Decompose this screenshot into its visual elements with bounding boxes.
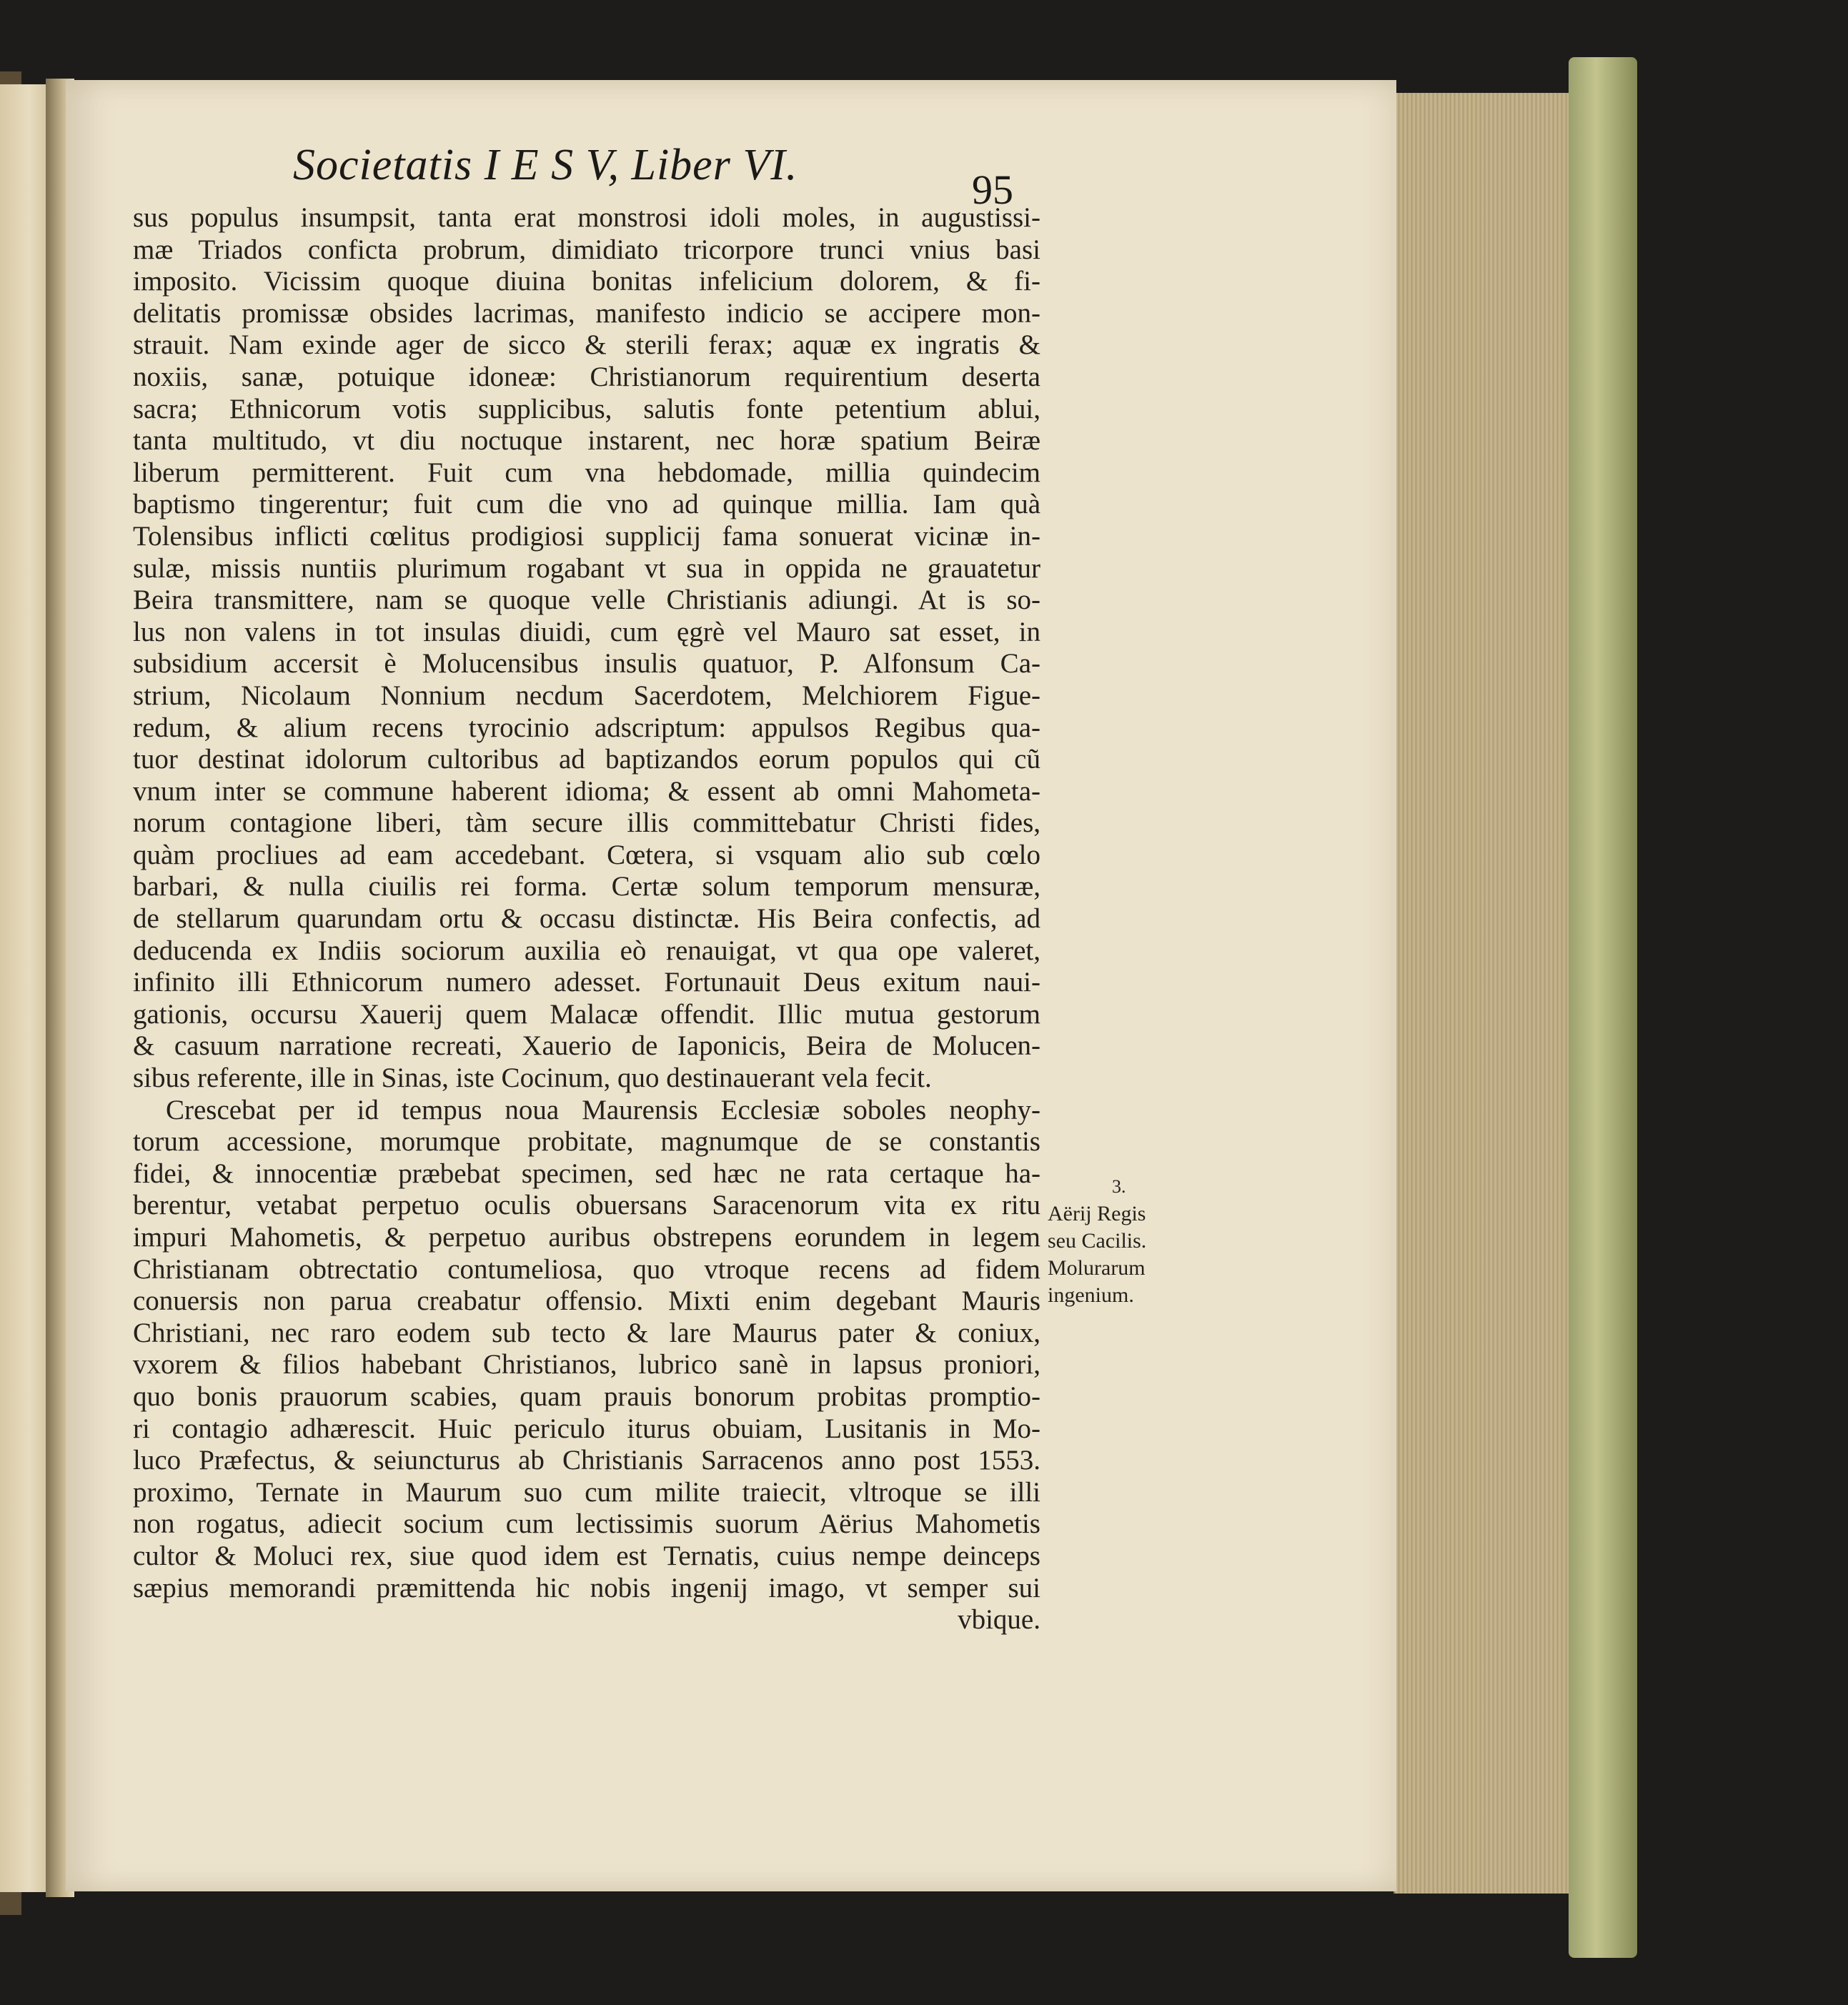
margin-note-line: Molurarum: [1048, 1256, 1146, 1280]
page-number: 95: [972, 166, 1013, 213]
text-line: Christianam obtrectatio contumeliosa, quo vtroque recens ad fidem: [133, 1253, 1040, 1285]
text-line: baptismo tingerentur; fuit cum die vno ad quinque millia. Iam quà: [133, 489, 1040, 520]
text-line: sulæ, missis nuntiis plurimum rogabant vt sua in oppida ne grauatetur: [133, 552, 1040, 584]
text-line: sibus referente, ille in Sinas, iste Cocinum, quo destinauerant vela fecit.: [133, 1063, 932, 1094]
text-line: norum contagione liberi, tàm secure illis committebatur Christi fides,: [133, 807, 1040, 839]
text-line: quàm procliues ad eam accedebant. Cœtera, si vsquam alio sub cœlo: [133, 839, 1040, 870]
text-line: tuor destinat idolorum cultoribus ad baptizandos eorum populos qui cũ: [133, 744, 1040, 775]
text-line: deducenda ex Indiis sociorum auxilia eò renauigat, vt qua ope valeret,: [133, 935, 1040, 966]
text-line: ri contagio adhærescit. Huic periculo iturus obuiam, Lusitanis in Mo-: [133, 1413, 1040, 1444]
catchword: vbique.: [958, 1604, 1040, 1636]
text-line: mæ Triados conficta probrum, dimidiato tricorpore trunci vnius basi: [133, 234, 1040, 265]
text-line: & casuum narratione recreati, Xauerio de Iaponicis, Beira de Molucen-: [133, 1030, 1040, 1062]
text-line: noxiis, sanæ, potuique idoneæ: Christianorum requirentium deserta: [133, 361, 1040, 392]
book-spine: [1569, 57, 1637, 1958]
margin-note: [1048, 1173, 1198, 1309]
page-block-edges: [1394, 93, 1577, 1894]
text-line: Christiani, nec raro eodem sub tecto & lare Maurus pater & coniux,: [133, 1317, 1040, 1348]
text-line: luco Præfectus, & seiuncturus ab Christianis Sarracenos anno post 1553.: [133, 1445, 1040, 1476]
text-line: strauit. Nam exinde ager de sicco & sterili ferax; aquæ ex ingratis &: [133, 329, 1040, 361]
text-line: tanta multitudo, vt diu noctuque instarent, nec horæ spatium Beiræ: [133, 425, 1040, 457]
margin-note-number: 3.: [1112, 1176, 1126, 1197]
text-line: proximo, Ternate in Maurum suo cum milite traiecit, vltroque se illi: [133, 1476, 1040, 1508]
text-line: sæpius memorandi præmittenda hic nobis ingenij imago, vt semper sui: [133, 1572, 1040, 1603]
text-line: liberum permitterent. Fuit cum vna hebdomade, millia quindecim: [133, 457, 1040, 488]
text-line: vnum inter se commune haberent idioma; & essent ab omni Mahometa-: [133, 775, 1040, 807]
paragraph-start-line: Crescebat per id tempus noua Maurensis Ecclesiæ soboles neophy-: [166, 1094, 1040, 1125]
margin-note-line: Aërij Regis: [1048, 1202, 1146, 1225]
text-line: impuri Mahometis, & perpetuo auribus obstrepens eorundem in legem: [133, 1222, 1040, 1253]
running-head: Societatis I E S V, Liber VI.: [293, 141, 798, 189]
text-line: lus non valens in tot insulas diuidi, cum ęgrè vel Mauro sat esset, in: [133, 616, 1040, 647]
text-line: quo bonis prauorum scabies, quam prauis bonorum probitas promptio-: [133, 1380, 1040, 1412]
text-line: redum, & alium recens tyrocinio adscriptum: appulsos Regibus qua-: [133, 712, 1040, 743]
text-line: fidei, & innocentiæ præbebat specimen, sed hæc ne rata certaque ha-: [133, 1158, 1040, 1189]
text-line: subsidium accersit è Molucensibus insulis quatuor, P. Alfonsum Ca-: [133, 648, 1040, 680]
margin-note-line: ingenium.: [1048, 1283, 1134, 1307]
text-line: Tolensibus inflicti cœlitus prodigiosi supplicij fama sonuerat vicinæ in-: [133, 520, 1040, 552]
text-line: sus populus insumpsit, tanta erat monstrosi idoli moles, in augustissi-: [133, 202, 1040, 233]
text-line: barbari, & nulla ciuilis rei forma. Certæ solum temporum mensuræ,: [133, 871, 1040, 902]
body-text: [133, 202, 1040, 1636]
text-line: non rogatus, adiecit socium cum lectissimis suorum Aërius Mahometis: [133, 1508, 1040, 1540]
text-line: infinito illi Ethnicorum numero adesset. Fortunauit Deus exitum naui-: [133, 967, 1040, 998]
text-line: vxorem & filios habebant Christianos, lubrico sanè in lapsus proniori,: [133, 1349, 1040, 1380]
text-line: torum accessione, morumque probitate, magnumque de se constantis: [133, 1126, 1040, 1158]
text-line: strium, Nicolaum Nonnium necdum Sacerdotem, Melchiorem Figue-: [133, 680, 1040, 711]
text-line: delitatis promissæ obsides lacrimas, manifesto indicio se accipere mon-: [133, 297, 1040, 329]
text-line: de stellarum quarundam ortu & occasu distinctæ. His Beira confectis, ad: [133, 903, 1040, 935]
text-line: berentur, vetabat perpetuo oculis obuersans Saracenorum vita ex ritu: [133, 1190, 1040, 1221]
text-line: gationis, occursu Xauerij quem Malacæ offendit. Illic mutua gestorum: [133, 998, 1040, 1030]
text-line: imposito. Vicissim quoque diuina bonitas infelicium dolorem, & fi-: [133, 266, 1040, 297]
text-line: Beira transmittere, nam se quoque velle Christianis adiungi. At is so-: [133, 584, 1040, 616]
margin-note-line: seu Cacilis.: [1048, 1229, 1147, 1253]
text-line: sacra; Ethnicorum votis supplicibus, salutis fonte petentium ablui,: [133, 393, 1040, 424]
text-line: conuersis non parua creabatur offensio. Mixti enim degebant Mauris: [133, 1285, 1040, 1317]
text-line: cultor & Moluci rex, siue quod idem est Ternatis, cuius nempe deinceps: [133, 1540, 1040, 1571]
